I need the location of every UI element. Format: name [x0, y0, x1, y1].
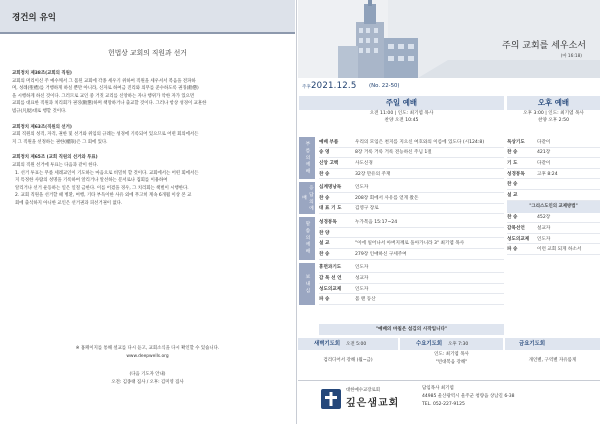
article-item: 지 특정한 사람의 성명을 기록하여 알리거나 알선하는 문서로나 집회를 이용하여: [15, 178, 168, 184]
row-label: 신앙 고백: [319, 160, 339, 166]
row-value: 32장 만유의 주재: [355, 171, 391, 177]
left-header-title: 경건의 유익: [12, 13, 57, 23]
row-label: 성도의교제: [319, 286, 342, 292]
left-footer: [0, 345, 295, 387]
row-label: 성경봉독: [319, 219, 337, 225]
row-value: 성교자: [355, 275, 369, 281]
row-value: 누가복음 15:17~24: [355, 219, 398, 225]
left-header: [0, 0, 295, 34]
article-line: 지 그 직원을 선정하는 권한(權限)은 그 회에 있다.: [12, 139, 108, 145]
service-row: [319, 217, 504, 228]
service-row: [507, 213, 600, 224]
row-label: 찬 송: [319, 195, 330, 201]
service-row: [319, 137, 504, 148]
row-label: 성경봉독: [507, 171, 525, 177]
article-title: 교회정치 제63조(직원의 선거): [12, 124, 72, 130]
row-value: 인도자: [537, 236, 551, 242]
service-row: [319, 193, 504, 204]
issue-number: (No. 22-50): [369, 83, 400, 89]
row-label: 묵상기도: [507, 139, 525, 145]
service-group: [299, 137, 504, 179]
row-label: 설 교: [319, 241, 330, 247]
row-label: 설 교: [507, 192, 518, 198]
wednesday-prayer-leader: 인도: 최기엽 목사: [434, 352, 469, 357]
service-row: [319, 228, 504, 239]
meeting-time: 오후 7:30: [448, 342, 469, 347]
prayer-meetings-body: [298, 351, 600, 375]
row-label: 휴면과기도: [319, 265, 342, 271]
morning-choir-time: 찬양 오전 10:45: [384, 118, 419, 123]
row-label: 기 도: [507, 160, 518, 166]
group-tag: 응답의예배: [299, 182, 315, 214]
service-group: [299, 217, 504, 259]
row-label: 찬 송: [507, 182, 518, 188]
row-value: 인도자: [355, 265, 369, 271]
service-group: [299, 182, 504, 214]
meeting-name: 금요기도회: [519, 341, 546, 347]
footer-divider: [298, 380, 600, 381]
afternoon-order-of-service: [507, 137, 600, 255]
row-label: 찬 송: [507, 215, 518, 221]
friday-prayer-detail: 개인별, 구역별 자유롭게: [528, 358, 577, 363]
pastor-name: 담임목사 최기엽: [422, 386, 454, 391]
row-label: 찬 송: [507, 150, 518, 156]
service-row: [507, 244, 600, 255]
row-value: 다같이: [537, 139, 551, 145]
row-label: 대 표 기 도: [319, 206, 342, 212]
church-footer: [298, 380, 600, 424]
row-value: 인도자: [355, 286, 369, 292]
row-value: 452장: [537, 215, 551, 221]
article-line: 교회의 직원 선거에 투표는 다음과 같이 한다.: [12, 162, 99, 168]
row-value: "이에 일어나서 아버지께로 돌아가니라 3" 최기엽 목사: [355, 241, 465, 247]
row-label: 찬 양: [319, 230, 330, 236]
row-label: 찬 송: [319, 251, 330, 257]
service-row: [319, 294, 504, 305]
service-row: [319, 284, 504, 295]
afternoon-choir-time: 찬양 오후 2:50: [538, 118, 569, 123]
church-logo-icon: [320, 388, 342, 410]
service-row: [507, 169, 600, 180]
wednesday-prayer-header: [400, 338, 503, 350]
row-label: 송 영: [319, 150, 330, 156]
article-title: 교회정치 제38조(교회의 직원): [12, 71, 72, 76]
cover-banner: [298, 0, 600, 78]
dawn-prayer-detail: 검리디어서 강해 (월~금): [323, 358, 373, 363]
row-value: 279장 인애하신 구세주여: [355, 251, 407, 257]
service-row: [319, 263, 504, 274]
row-value: 고후 8:24: [537, 171, 558, 177]
closing-verse: "예배의 마침은 섬김의 시작입니다": [319, 324, 504, 335]
morning-service-time: 오전 11:00 | 인도: 최기엽 목사: [369, 111, 434, 116]
afternoon-service-header: [507, 96, 600, 124]
friday-prayer-header: [505, 338, 600, 350]
row-label: 파 송: [507, 247, 518, 253]
article-line: 교회의 머리이신 주 예수께서 그 몸된 교회에 각종 세우기 위하여 직원을 세우셔서 복음을 전파하: [12, 78, 196, 84]
row-label: 감목선언: [507, 225, 525, 231]
service-row: [319, 182, 504, 193]
church-name: 깊은샘교회: [346, 398, 400, 409]
service-row: [319, 169, 504, 180]
header-divider: [0, 32, 295, 34]
row-label: 감 목 선 언: [319, 275, 342, 281]
article-item: 1. 선거 투표는 무릎 세례교인이 기도하는 마음으로 비밀히 할 것이다. 교회에서는 어떤 회에서든: [15, 170, 199, 176]
service-row: [319, 204, 504, 215]
row-label: 예배 부름: [319, 139, 339, 145]
row-value: 421장: [537, 150, 551, 156]
cover-verse-ref: (마 16:18): [560, 54, 582, 59]
row-value: 설교자: [537, 225, 551, 231]
meeting-time: 오전 5:00: [346, 342, 367, 347]
article-line: 범규(凡規)대로 행할 것이다.: [12, 108, 67, 114]
article-line: 며, 성례(聖禮)를 거행하게 하실 뿐만 아니라, 신자로 하여금 진리와 의무를 준수하도록 권징(勸懲): [12, 86, 199, 92]
article-title: 교회정치 제65조 (교회 직원의 선거와 투표): [12, 155, 98, 161]
church-address: 44985 울산광역시 울주군 청량읍 상남길 6-38: [422, 394, 515, 400]
service-row: [507, 190, 600, 201]
article-line: 교회를 대표한 직원과 치리회가 권징(勸懲)하며 책망하거나 출교할 것이다. 그러나 항상 성경이 교훈한: [12, 101, 207, 107]
row-value: 다같이: [537, 160, 551, 166]
row-value: 사도신경: [355, 160, 373, 166]
article-line: 을 시행하게 하신 것이다. 그러므로 교인 중 거짓 교리를 신앙하는 자나 행위가 악한 자가 있으면: [12, 93, 195, 99]
service-group: [299, 263, 504, 305]
article-line: 교회 직원의 성격, 자격, 권한 및 선거와 위임의 규례는 성경에 기록되어 있으므로 어떤 회의에서든: [12, 132, 199, 138]
page-fold: [296, 0, 297, 424]
cover-title: 주의 교회를 세우소서: [502, 41, 586, 51]
meeting-name: 새벽기도회: [314, 341, 341, 347]
service-row: [507, 158, 600, 169]
group-tag: 부름의예배: [299, 137, 315, 179]
church-phone: TEL. 052-227-9125: [422, 402, 465, 408]
prayer-names: 오전: 김종태 집사 / 오후: 김미영 집사: [111, 380, 184, 385]
denomination: 대한예수교장로회: [346, 388, 380, 393]
row-label: 파 송: [319, 297, 330, 303]
morning-order-of-service: [299, 137, 504, 305]
dawn-prayer-header: [298, 338, 398, 350]
right-page: [298, 0, 600, 424]
service-row: [507, 179, 600, 190]
row-value: 우리의 모임은 천지를 지으신 여호와의 이름에 있도다 (시124:8): [355, 139, 485, 145]
prayer-meetings-header: [298, 338, 600, 350]
group-tag: 보내심: [299, 263, 315, 305]
wednesday-prayer-topic: "빈대복음 강해": [435, 360, 468, 365]
service-row: [319, 148, 504, 159]
row-label: 성도의교제: [507, 236, 530, 242]
service-row: [319, 273, 504, 284]
article-item: 회에 출석하지 아니한 교인은 선거권과 피선거권이 없다.: [15, 200, 123, 206]
morning-service-title: 주일 예배: [299, 96, 504, 110]
row-value: 김영구 장로: [355, 206, 379, 212]
left-page: [0, 0, 295, 424]
date-value: 2021.12.5: [311, 81, 357, 91]
row-value: 208장 회에서 사유를 얻게 왔돈: [355, 195, 419, 201]
church-contact: [422, 385, 515, 410]
morning-service-header: [299, 96, 504, 124]
service-row: [319, 158, 504, 169]
afternoon-service-time: 오후 3:00 | 인도: 최기엽 목사: [523, 111, 584, 116]
service-row: [507, 223, 600, 234]
row-value: 8장 거룩 거룩 거룩 전능하신 주님 1절: [355, 150, 432, 156]
service-row: [319, 238, 504, 249]
row-label: 십계명낭독: [319, 185, 342, 191]
homepage-notice: ※ 홈페이지를 통해 설교를 다시 듣고, 교회소식을 다시 확인할 수 있습니다.: [75, 346, 220, 351]
homepage-link[interactable]: www.deepwells.org: [126, 354, 169, 359]
meeting-name: 수요기도회: [416, 341, 443, 347]
afternoon-service-title: 오후 예배: [507, 96, 600, 110]
service-row: [507, 148, 600, 159]
row-value: 몸 맨 동산: [355, 297, 376, 303]
document-title: 헌법상 교회의 직원과 선거: [108, 49, 187, 57]
prayer-title: (다음 기도자 안내): [129, 372, 166, 377]
group-tag: 말씀의예배: [299, 217, 315, 259]
article-item: 2. 교회 직원을 선거할 때 병환, 여행, 기타 부득이한 사유 외에 무고히 계속 6개월 이상 본 교: [15, 193, 192, 199]
row-label: 찬 송: [319, 171, 330, 177]
date-prefix: 주후: [302, 85, 311, 90]
service-row: [507, 137, 600, 148]
service-row: [319, 249, 504, 260]
service-row: [507, 234, 600, 245]
row-value: 인도자: [355, 185, 369, 191]
article-item: 알리거나 선거 운동하는 일은 일절 금한다. 이를 어겼을 경우, 그 치리회는 책벌이 시행한다.: [15, 185, 189, 191]
row-value: 이런 교회 되게 하소서: [537, 247, 582, 253]
bulletin-date: [298, 80, 600, 94]
articles: [12, 70, 286, 208]
sermon-title: "그리스도인의 교제방법": [507, 201, 600, 213]
